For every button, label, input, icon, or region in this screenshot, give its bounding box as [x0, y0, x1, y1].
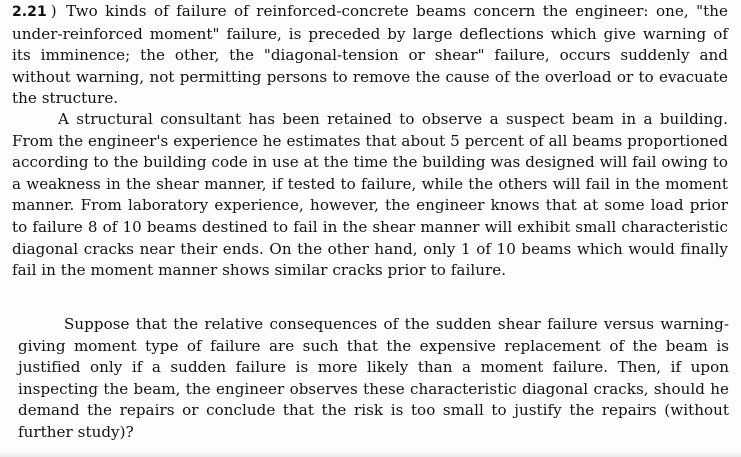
paragraph-3 — [18, 314, 729, 444]
paragraph-1 — [12, 1, 728, 110]
paragraph-2 — [12, 109, 728, 282]
problem-number-bracket: ) — [50, 2, 57, 20]
paragraph-3-text: Suppose that the relative consequences of the sudden shear failure versus warning-giving moment type of failure are such that the expensive replacement of the beam is justified only if a sudden failure is more likely than a moment failure. Then, if upon inspecting the beam, the engineer observes these characteristic diagonal cracks, should he demand the repairs or conclude that the risk is too small to justify the repairs (without further study)? — [18, 315, 729, 441]
paragraph-2-text: A structural consultant has been retained to observe a suspect beam in a building. From the engineer's experience he estimates that about 5 percent of all beams proportioned according to the building code in use at the time the building was designed will fail owing to a weakness in the shear manner, if tested to failure, while the others will fail in the moment manner. From laboratory experience, however, the engineer knows that at some load prior to failure 8 of 10 beams destined to fail in the shear manner will exhibit small characteristic diagonal cracks near their ends. On the other hand, only 1 of 10 beams which would finally fail in the moment manner shows similar cracks prior to failure. — [12, 110, 728, 280]
scan-edge-shadow — [0, 451, 741, 457]
paragraph-1-text: Two kinds of failure of reinforced-concrete beams concern the engineer: one, "the under-reinforced moment" failure, is preceded by large deflections which give warning of its imminence; the other, the "diagonal-tension or shear" failure, occurs suddenly and without warning, not permitting persons to remove the cause of the overload or to evacuate the structure. — [12, 2, 728, 108]
problem-number: 2.21 — [12, 4, 47, 20]
